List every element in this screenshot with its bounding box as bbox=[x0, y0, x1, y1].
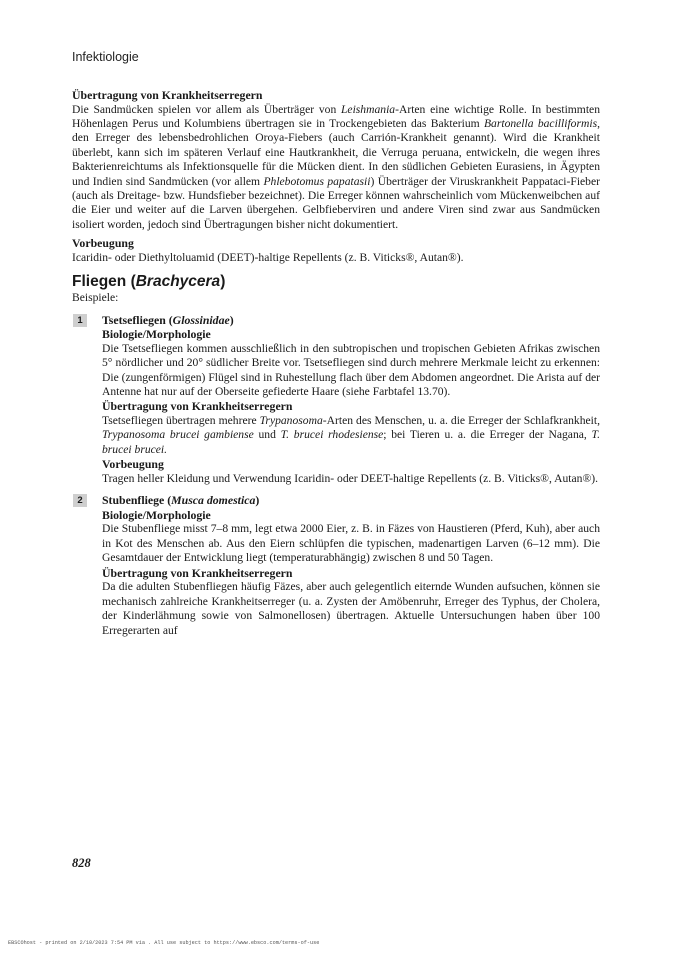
page-number: 828 bbox=[72, 856, 91, 870]
italic-term: T. brucei brucei. bbox=[102, 428, 600, 456]
footer-notice: EBSCOhost - printed on 2/10/2023 7:54 PM via . All use subject to https://www.ebsco.com/terms-of-use bbox=[8, 940, 320, 946]
biology-heading: Biologie/Morphologie bbox=[102, 507, 211, 522]
text-run: Die Tsetsefliegen kommen ausschließlich in den subtropischen und tropischen Gebieten Afrikas zwischen 5° nördlicher und 20° südlicher Breite vor. Tsetsefliegen sind durch mehrere Merkmale leicht zu erkennen: Die (zungenförmigen) Flügel sind in Ruhestellung flach über dem Abdomen angeordnet. Die Arista auf der Antenne hat nur auf der Oberseite gefiederte Haare (siehe Farbtafel 13.70). bbox=[102, 341, 600, 399]
text-run: , den Erreger des lebensbedrohlichen Oroya-Fiebers (auch Carrión-Krankheit genannt). Wird die Krankheit überlebt, kann sich im späteren Verlauf eine Hautkrankheit, die Verruga peruana, entwickeln, die wegen ihres Bakterienreichtums als Infektionsquelle für die Mücken dient. In den südlichen Gebieten Eurasiens, in Ägypten und Indien sind Sandmücken (vor allem bbox=[72, 117, 601, 188]
biology-paragraph bbox=[102, 522, 600, 565]
transmission-heading: Übertragung von Krankheitserregern bbox=[102, 399, 293, 414]
section-title bbox=[72, 272, 600, 291]
item-number-badge: 2 bbox=[73, 494, 87, 507]
italic-term: Trypanosoma bbox=[259, 414, 323, 428]
prevention-paragraph bbox=[102, 472, 600, 486]
section-title-italic: Brachycera bbox=[135, 273, 221, 291]
item-title bbox=[102, 313, 600, 328]
prevention-heading: Vorbeugung bbox=[72, 236, 134, 251]
italic-term: Phlebotomus papatasii bbox=[263, 174, 371, 188]
section-title-end: ) bbox=[220, 273, 226, 291]
running-head: Infektiologie bbox=[72, 50, 139, 64]
biology-paragraph bbox=[102, 342, 600, 400]
transmission-paragraph bbox=[102, 580, 600, 638]
italic-term: Trypanosoma brucei gambiense bbox=[102, 428, 254, 442]
page-content bbox=[72, 88, 600, 638]
section-title-plain: Fliegen ( bbox=[72, 273, 136, 291]
text-run: und bbox=[253, 428, 281, 442]
biology-heading: Biologie/Morphologie bbox=[102, 327, 211, 342]
item-title-plain: Stubenfliege ( bbox=[102, 493, 172, 508]
text-run: Die Stubenfliege misst 7–8 mm, legt etwa 2000 Eier, z. B. in Fäzes von Haustieren (Pferd, Kuh), aber auch in Kot des Menschen ab. Aus den Eiern schlüpfen die typischen, madenartigen Larven (6–12 mm). Die Gesamtdauer der Entwicklung liegt (temperaturabhängig) zwischen 8 und 50 Tagen. bbox=[102, 522, 600, 565]
text-run: Da die adulten Stubenfliegen häufig Fäzes, aber auch gelegentlich eiternde Wunden aufsuchen, können sie mechanisch zahlreiche Krankheitserreger (u. a. Zysten der Amöbenruhr, Erreger des Typhus, der Cholera, der Kinderlähmung sowie von Salmonellosen) übertragen. Aktuelle Untersuchungen haben über 100 Erregerarten auf bbox=[102, 580, 600, 637]
text-run: Tsetsefliegen übertragen mehrere bbox=[102, 414, 260, 428]
transmission-heading: Übertragung von Krankheitserregern bbox=[102, 565, 293, 580]
item-title bbox=[102, 493, 600, 508]
transmission-heading: Übertragung von Krankheitserregern bbox=[72, 88, 263, 102]
transmission-paragraph bbox=[102, 414, 600, 457]
item-title-end: ) bbox=[255, 493, 260, 508]
prevention-heading: Vorbeugung bbox=[102, 457, 164, 472]
italic-term: Leishmania bbox=[340, 102, 396, 116]
text-run: ) Überträger der Viruskrankheit Pappataci-Fieber (auch als Dreitage- bzw. Hundsfieber bezeichnet). Die Erreger können wahrscheinlich vom Mückenweibchen auf die Eier und weiter auf die Larven übergehen. Gelbfieberviren und andere Viren sind zwar aus Sandmücken isoliert worden, jedoch sind Übertragungen bisher nicht dokumentiert. bbox=[72, 174, 600, 231]
item-number-badge: 1 bbox=[73, 314, 87, 327]
item-title-end: ) bbox=[229, 312, 234, 327]
transmission-paragraph bbox=[72, 103, 600, 233]
item-title-italic: Glossinidae bbox=[172, 312, 230, 327]
text-run: Die Sandmücken spielen vor allem als Überträger von bbox=[72, 102, 341, 116]
text-run: Tragen heller Kleidung und Verwendung Icaridin- oder DEET-haltige Repellents (z. B. Viticks®, Autan®). bbox=[102, 471, 599, 485]
italic-term: T. brucei rhodesiense bbox=[280, 428, 384, 442]
text-run: -Arten eine wichtige Rolle. In bestimmten Höhenlagen Perus und Kolumbiens übertragen sie in Trockengebieten das Bakterium bbox=[72, 102, 600, 130]
italic-term: Bartonella bacilliformis bbox=[483, 117, 598, 130]
list-item-stubenfliege bbox=[72, 493, 600, 638]
prevention-paragraph: Icaridin- oder Diethyltoluamid (DEET)-haltige Repellents (z. B. Viticks®, Autan®). bbox=[72, 250, 464, 264]
section-intro: Beispiele: bbox=[72, 291, 119, 305]
list-item-tsetsefliegen bbox=[72, 313, 600, 487]
text-run: -Arten des Menschen, u. a. die Erreger der Schlafkrankheit, bbox=[322, 414, 600, 428]
text-run: ; bei Tieren u. a. die Erreger der Nagana, bbox=[383, 428, 592, 442]
item-title-italic: Musca domestica bbox=[171, 493, 256, 508]
item-title-plain: Tsetsefliegen ( bbox=[102, 312, 173, 327]
